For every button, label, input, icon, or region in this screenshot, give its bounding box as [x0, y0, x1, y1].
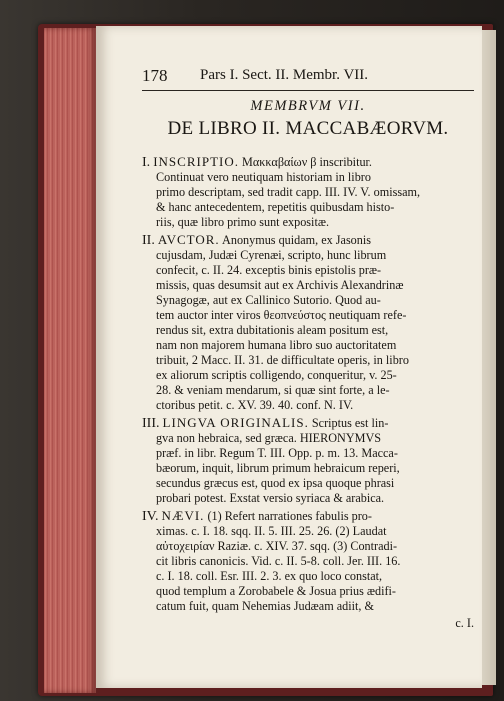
running-head: Pars I. Sect. II. Membr. VII. [200, 67, 369, 83]
section-number: II. [142, 233, 155, 248]
section-line: confecit, c. II. 24. exceptis binis epistolis præ- [156, 263, 382, 277]
section-heading: INSCRIPTIO. [153, 154, 239, 169]
book-page [96, 26, 482, 688]
section-line: catum fuit, quam Nehemias Judæam adiit, & [156, 599, 374, 613]
section-naevi [142, 508, 474, 614]
header-rule [142, 90, 474, 91]
catchword: c. I. [455, 616, 474, 630]
page-header [142, 66, 474, 86]
section-inscriptio [142, 154, 474, 230]
section-line: missis, quas desumsit aut ex Archivis Alexandrinæ [156, 278, 404, 292]
section-line: (1) Refert narrationes fabulis pro- [207, 509, 372, 523]
section-line: ximas. c. I. 18. sqq. II. 5. III. 25. 26. (2) Laudat [156, 524, 387, 538]
next-page-edge [482, 30, 496, 685]
section-auctor [142, 232, 474, 413]
section-line: præf. in libr. Regum T. III. Opp. p. m. 13. Macca- [156, 446, 398, 460]
section-line: 28. & veniam mendarum, si quæ sint forte, a le- [156, 383, 390, 397]
section-lingva [142, 415, 474, 506]
section-line: ex aliorum scriptis colligendo, conqueritur, v. 25- [156, 368, 397, 382]
page-number: 178 [142, 66, 168, 85]
section-number: IV. [142, 509, 159, 524]
section-line: secundus græcus est, quod ex ipsa quoque phrasi [156, 476, 395, 490]
section-line: Μακκαβαίων β inscribitur. [242, 155, 372, 169]
section-line: Anonymus quidam, ex Jasonis [222, 233, 371, 247]
page-edge [44, 28, 96, 693]
section-line: nam non majorem humana libro suo auctoritatem [156, 338, 397, 352]
section-line: probari potest. Exstat versio syriaca & arabica. [156, 491, 385, 505]
section-line: ctoribus petit. c. XV. 39. 40. conf. N. IV. [156, 398, 354, 412]
section-line: & hanc antecedentem, repetitis quibusdam histo- [156, 200, 395, 214]
chapter-title: DE LIBRO II. MACCABÆORVM. [167, 118, 449, 139]
section-line: rendus sit, extra dubitationis aleam positum est, [156, 323, 389, 337]
section-line: αὐτοχειρίαν Raziæ. c. XIV. 37. sqq. (3) Contradi- [156, 539, 398, 553]
section-line: cit libris canonicis. Vid. c. II. 5-8. coll. Jer. III. 16. [156, 554, 401, 568]
section-heading: AVCTOR. [157, 232, 220, 247]
section-line: cujusdam, Judæi Cyrenæi, scripto, hunc librum [156, 248, 387, 262]
section-line: tem auctor inter viros θεοπνεύστος neutiquam refe- [156, 308, 407, 322]
section-line: primo descriptam, sed tradit capp. III. IV. V. omissam, [156, 185, 421, 199]
section-line: gva non hebraica, sed græca. HIERONYMVS [156, 431, 382, 445]
section-line: Continuat vero neutiquam historiam in libro [156, 170, 371, 184]
membrum-heading: MEMBRVM VII. [250, 98, 366, 114]
section-line: bæorum, inquit, librum primum hebraicum reperi, [156, 461, 400, 475]
section-line: quod templum a Zorobabele & Josua prius ædifi- [156, 584, 396, 598]
section-line: tribuit, 2 Macc. II. 31. de difficultate operis, in libro [156, 353, 409, 367]
section-heading: LINGVA ORIGINALIS. [162, 415, 309, 430]
section-heading: NÆVI. [161, 508, 205, 523]
section-line: Scriptus est lin- [311, 416, 389, 430]
page-body [142, 154, 474, 631]
section-number: III. [142, 416, 160, 431]
section-line: Synagogæ, aut ex Callinico Sutorio. Quod au- [156, 293, 381, 307]
section-line: riis, quæ libro primo sunt expositæ. [156, 215, 329, 229]
section-number: I. [142, 155, 151, 170]
section-line: c. I. 18. coll. Esr. III. 2. 3. ex quo loco constat, [156, 569, 383, 583]
